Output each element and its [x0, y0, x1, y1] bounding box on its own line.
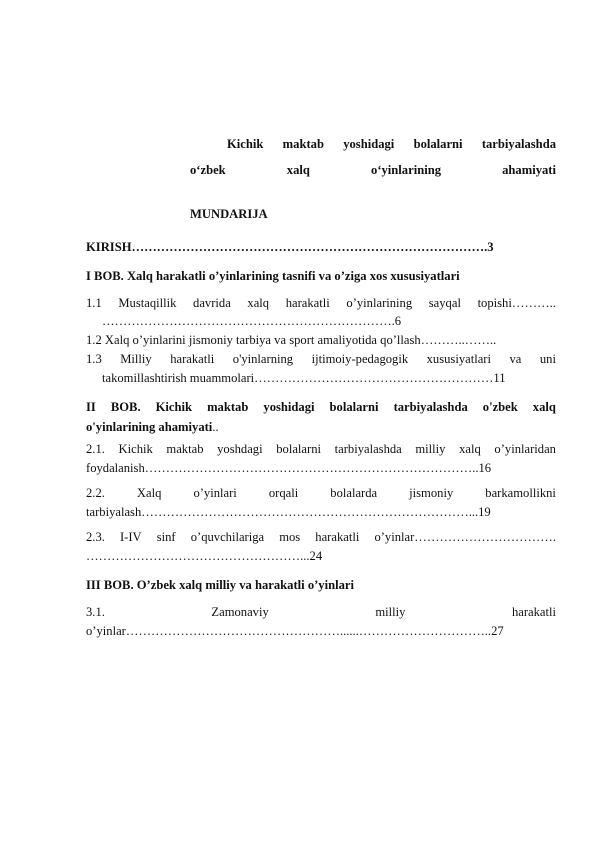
toc-word: topishi……….. [477, 296, 556, 310]
title-word: Kichik [227, 137, 264, 151]
toc-section-1-1 [86, 296, 556, 311]
toc-word: o’yinlar……………………………. [374, 530, 556, 544]
title-word: bolalarni [413, 137, 463, 151]
title-word: yoshidagi [343, 137, 395, 151]
toc-word: uni [539, 352, 556, 366]
toc-word: 1.3 [86, 352, 102, 366]
toc-word: o’yinlari [193, 486, 237, 500]
toc-word: 3.1. [86, 605, 105, 619]
toc-word: 2.2. [86, 486, 105, 500]
toc-section-2-3-cont: ……………………………………………...24 [86, 549, 323, 563]
toc-chapter-3: III BOB. O’zbek xalq milliy va harakatli o’yinlari [86, 578, 354, 592]
toc-word: yoshidagi [263, 400, 315, 414]
toc-word: tarbiyalashda [334, 442, 402, 456]
toc-section-1-1-cont: …………………………………………………………….6 [102, 314, 402, 328]
toc-chapter-1: I BOB. Xalq harakatli o’yinlarining tasnifi va o’ziga xos xususiyatlari [86, 269, 460, 283]
toc-section-2-2-cont: tarbiyalash……………………………………………………………………...19 [86, 505, 491, 519]
toc-word: tarbiyalashda [393, 400, 468, 414]
toc-word: II [86, 400, 96, 414]
title-line-2 [190, 163, 556, 178]
toc-word: harakatli [315, 530, 360, 544]
toc-section-2-2 [86, 486, 556, 501]
toc-chapter-2-dots: .. [212, 420, 219, 434]
toc-word: xalq [532, 400, 556, 414]
toc-word: 1.1 [86, 296, 102, 310]
toc-word: bolalarni [276, 442, 321, 456]
toc-word: milliy [375, 605, 406, 619]
title-word: maktab [282, 137, 324, 151]
toc-word: I-IV [119, 530, 142, 544]
toc-chapter-2-cont [86, 420, 556, 435]
toc-word: va [509, 352, 522, 366]
title-word: tarbiyalashda [481, 137, 556, 151]
toc-section-1-3 [86, 352, 556, 367]
toc-word: orqali [268, 486, 299, 500]
toc-word: xalq [459, 442, 481, 456]
toc-word: BOB. [110, 400, 141, 414]
toc-word: harakatli [511, 605, 556, 619]
toc-word: jismoniy [409, 486, 454, 500]
toc-word: o’yinlaridan [494, 442, 556, 456]
toc-word: sinf [156, 530, 176, 544]
toc-word: o'zbek [482, 400, 518, 414]
toc-word: milliy [415, 442, 446, 456]
toc-word: xalq [247, 296, 270, 310]
toc-word: Kichik [118, 442, 153, 456]
toc-word: davrida [193, 296, 231, 310]
toc-word: Zamonaviy [211, 605, 269, 619]
contents-heading: MUNDARIJA [190, 207, 268, 221]
title-line-1 [227, 137, 556, 152]
toc-section-3-1 [86, 605, 556, 620]
toc-word: xususiyatlari [426, 352, 491, 366]
title-word: o‘yinlarining [371, 163, 441, 177]
toc-word: 2.3. [86, 530, 105, 544]
toc-chapter-2 [86, 400, 556, 415]
toc-word: o'yinlarning [232, 352, 294, 366]
toc-word: Kichik [155, 400, 193, 414]
toc-word: o’yinlarining [346, 296, 413, 310]
toc-kirish: KIRISH………………………………………………………………………….3 [86, 240, 494, 254]
toc-word: mos [279, 530, 301, 544]
toc-word: 2.1. [86, 442, 105, 456]
toc-section-2-1 [86, 442, 556, 457]
toc-word: Xalq [136, 486, 162, 500]
toc-word: barkamollikni [485, 486, 556, 500]
toc-word: harakatli [285, 296, 330, 310]
toc-word: bolalarni [329, 400, 379, 414]
toc-word: o’quvchilariga [190, 530, 265, 544]
toc-section-2-1-cont: foydalanish……………………………………………………………………..16 [86, 461, 492, 475]
toc-word: ijtimoiy-pedagogik [311, 352, 409, 366]
toc-word: Mustaqillik [118, 296, 177, 310]
toc-chapter-2-text: o'yinlarining ahamiyati [86, 420, 213, 434]
toc-word: harakatli [170, 352, 215, 366]
toc-word: yoshdagi [217, 442, 263, 456]
toc-word: Milliy [120, 352, 152, 366]
title-word: o‘zbek [190, 163, 226, 177]
toc-section-1-2: 1.2 Xalq o’yinlarini jismoniy tarbiya va sport amaliyotida qo’llash………..…….. [86, 333, 497, 347]
toc-section-1-3-cont: takomillashtirish muammolari…………………………………………………11 [102, 371, 506, 385]
toc-section-2-3 [86, 530, 556, 545]
toc-word: maktab [166, 442, 204, 456]
toc-word: sayqal [428, 296, 461, 310]
title-word: ahamiyati [502, 163, 556, 177]
toc-word: bolalarda [330, 486, 378, 500]
title-word: xalq [286, 163, 310, 177]
toc-section-3-1-cont: o’yinlar……………………………………………......…………………………..27 [86, 624, 504, 638]
toc-word: maktab [207, 400, 249, 414]
